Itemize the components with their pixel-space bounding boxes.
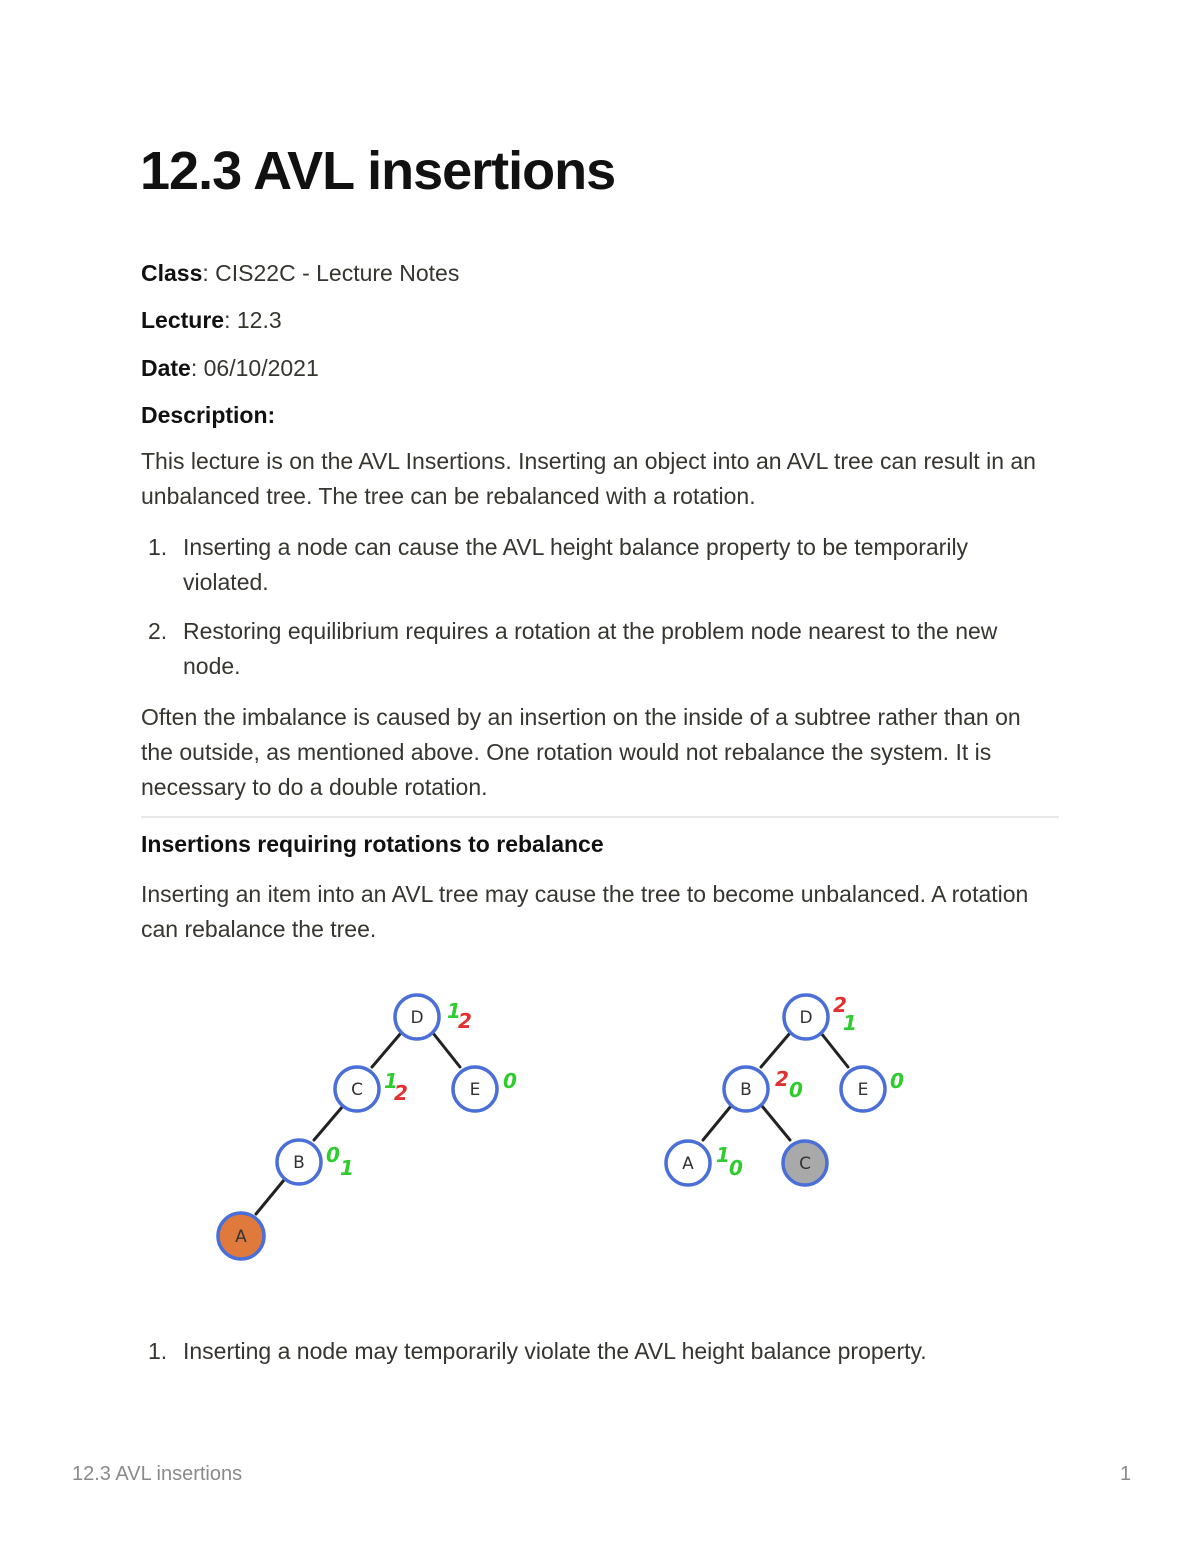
- tree-edge: [372, 1033, 401, 1067]
- section-heading: Insertions requiring rotations to rebalance: [141, 831, 604, 857]
- list-item: [148, 530, 1053, 600]
- left-tree-edges: [256, 1033, 460, 1214]
- balance-factor-old: 2: [775, 1067, 789, 1091]
- node-label: C: [799, 1154, 811, 1174]
- balance-factor-new: 2: [394, 1081, 408, 1105]
- tree-edge: [821, 1033, 848, 1067]
- tree-edge: [256, 1180, 284, 1214]
- balance-factor-old: 0: [326, 1143, 340, 1167]
- avl-rotation-diagram: [0, 960, 1200, 1280]
- date-line: [141, 353, 319, 383]
- node-label: D: [410, 1008, 424, 1028]
- left-tree: [218, 995, 497, 1259]
- balance-factor-old: 0: [503, 1069, 517, 1093]
- date-label: Date: [141, 355, 191, 381]
- balance-factor-new: 0: [729, 1156, 743, 1180]
- balance-factor-new: 1: [843, 1011, 857, 1035]
- divider: [141, 816, 1059, 818]
- list-item: [148, 1334, 1053, 1369]
- section-paragraph: Inserting an item into an AVL tree may cause the tree to become unbalanced. A rotation can rebalance the tree.: [141, 881, 1029, 942]
- description-colon: :: [267, 402, 276, 428]
- node-label: B: [740, 1080, 752, 1100]
- balance-factor-old: 1: [716, 1143, 730, 1167]
- balance-factor-old: 0: [890, 1069, 904, 1093]
- list-text: Inserting a node may temporarily violate the AVL height balance property.: [183, 1338, 927, 1364]
- balance-factor-old: 1: [447, 999, 461, 1023]
- balance-factor-new: 2: [458, 1009, 472, 1033]
- node-label: B: [293, 1153, 305, 1173]
- tree-edge: [762, 1106, 790, 1140]
- description-line: [141, 400, 275, 430]
- list-text: Restoring equilibrium requires a rotation at the problem node nearest to the new node.: [183, 618, 998, 679]
- node-label: D: [799, 1008, 813, 1028]
- list-number: 1.: [148, 1338, 168, 1364]
- balance-factor-old: 1: [384, 1069, 398, 1093]
- class-line: [141, 258, 459, 288]
- node-label: C: [351, 1080, 363, 1100]
- tree-edge: [433, 1033, 460, 1067]
- page-title: 12.3 AVL insertions: [140, 141, 616, 201]
- list-number: 1.: [148, 534, 168, 560]
- tree-edge: [761, 1033, 790, 1067]
- double-rotation-paragraph: Often the imbalance is caused by an insertion on the inside of a subtree rather than on the outside, as mentioned above. One rotation would not rebalance the system. It is necessary to do a double rotation.: [141, 704, 1021, 800]
- list-item: [148, 614, 1053, 684]
- class-label: Class: [141, 260, 203, 286]
- node-label: E: [857, 1080, 869, 1100]
- list-number: 2.: [148, 618, 168, 644]
- date-value: : 06/10/2021: [190, 355, 319, 381]
- node-label: A: [235, 1227, 247, 1247]
- class-value: : CIS22C - Lecture Notes: [202, 260, 460, 286]
- node-label: A: [682, 1154, 694, 1174]
- lecture-value: : 12.3: [224, 307, 282, 333]
- tree-edge: [314, 1106, 343, 1140]
- footer-title: 12.3 AVL insertions: [72, 1463, 243, 1485]
- description-label: Description: [141, 402, 268, 428]
- balance-factor-old: 2: [833, 993, 847, 1017]
- lecture-line: [141, 305, 282, 335]
- intro-paragraph: This lecture is on the AVL Insertions. Inserting an object into an AVL tree can result in an unbalanced tree. The tree can be rebalanced with a rotation.: [141, 448, 1036, 509]
- tree-edge: [703, 1106, 731, 1140]
- page-number: 1: [1120, 1463, 1132, 1485]
- list-text: Inserting a node can cause the AVL height balance property to be temporarily violated.: [183, 534, 969, 595]
- balance-factor-new: 0: [789, 1078, 803, 1102]
- node-label: E: [469, 1080, 481, 1100]
- lecture-label: Lecture: [141, 307, 225, 333]
- balance-factor-new: 1: [340, 1156, 354, 1180]
